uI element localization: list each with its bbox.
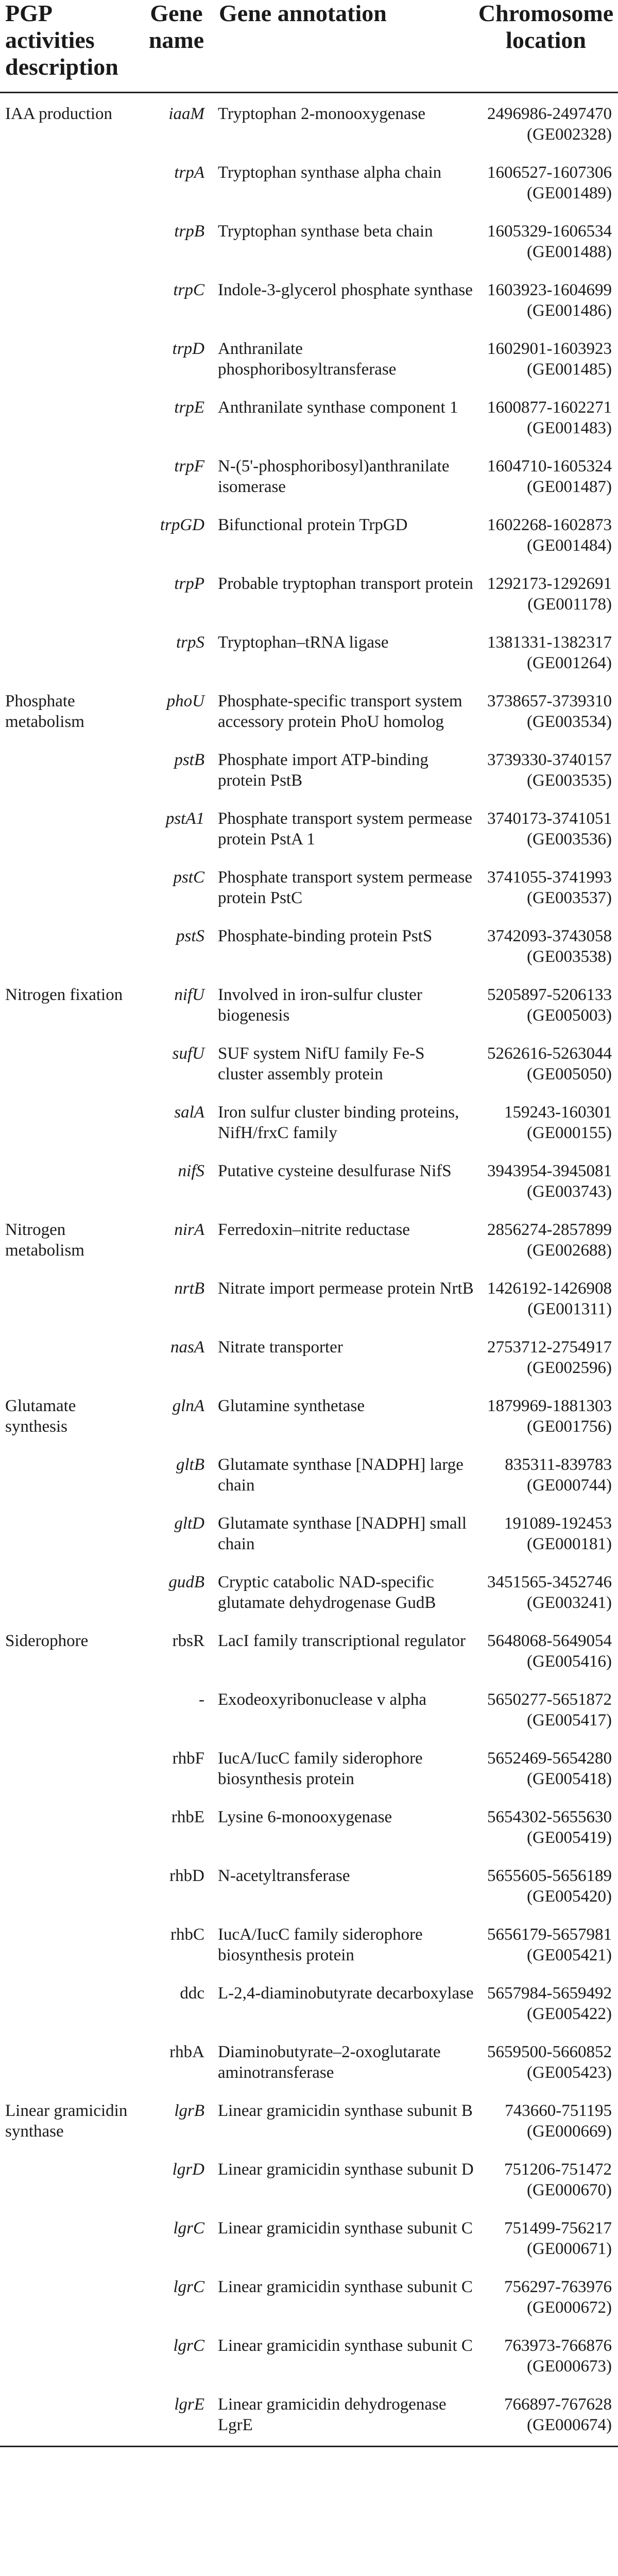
header-gene-name: Gene name [139, 0, 214, 93]
gene-annotation-cell: N-acetyltransferase [218, 1867, 350, 1885]
activity-cell [0, 2042, 139, 2083]
gene-name-cell: ddc [180, 1984, 204, 2003]
row-spacer [0, 1848, 618, 1866]
table-row [0, 2042, 618, 2083]
table-row [0, 1161, 618, 1202]
chromosome-location-cell: 1606527-1607306 (GE001489) [487, 163, 612, 202]
activity-cell [0, 1102, 139, 1143]
activity-cell [0, 515, 139, 556]
table-row [0, 456, 618, 497]
activity-cell: Siderophore [5, 1632, 89, 1650]
row-spacer-cell [0, 2377, 618, 2394]
gene-name-cell: rhbE [171, 1808, 204, 1826]
chromosome-location-cell: 763973-766876 (GE000673) [504, 2336, 612, 2376]
activity-cell [0, 926, 139, 967]
activity-cell [0, 1278, 139, 1319]
chromosome-location-cell: 3943954-3945081 (GE003743) [487, 1162, 612, 1201]
row-spacer [0, 1143, 618, 1161]
activity-cell [0, 1689, 139, 1731]
gene-name-cell: lgrD [172, 2160, 204, 2179]
row-spacer [0, 2142, 618, 2159]
gene-name-cell: phoU [166, 692, 204, 710]
gene-name-cell: rhbA [169, 2043, 204, 2061]
gene-annotation-cell: Tryptophan 2-monooxygenase [218, 105, 425, 123]
gene-annotation-cell: IucA/IucC family siderophore biosynthesis protein [218, 1749, 423, 1788]
row-spacer-cell [0, 1026, 618, 1043]
gene-name-cell: trpC [173, 281, 204, 299]
chromosome-location-cell: 1381331-1382317 (GE001264) [487, 633, 612, 672]
chromosome-location-cell: 5205897-5206133 (GE005003) [487, 986, 612, 1025]
gene-name-cell: nirA [174, 1221, 204, 1239]
activity-cell: Linear gramicidin synthase [5, 2102, 128, 2141]
gene-annotation-cell: Glutamine synthetase [218, 1397, 365, 1415]
row-spacer-cell [0, 2024, 618, 2042]
chromosome-location-cell: 1603923-1604699 (GE001486) [487, 281, 612, 320]
gene-annotation-cell: Tryptophan–tRNA ligase [218, 633, 389, 652]
gene-name-cell: rhbF [172, 1749, 204, 1768]
table-row [0, 2218, 618, 2259]
gene-name-cell: glnA [172, 1397, 204, 1415]
gene-annotation-cell: L-2,4-diaminobutyrate decarboxylase [218, 1984, 474, 2003]
gene-annotation-cell: Nitrate import permease protein NrtB [218, 1279, 474, 1298]
row-spacer-cell [0, 732, 618, 750]
activity-cell [0, 1043, 139, 1084]
row-spacer [0, 2083, 618, 2100]
row-spacer-cell [0, 2083, 618, 2100]
row-spacer [0, 1084, 618, 1102]
chromosome-location-cell: 1879969-1881303 (GE001756) [487, 1397, 612, 1436]
row-spacer-cell [0, 204, 618, 221]
table-row [0, 1631, 618, 1672]
chromosome-location-cell: 5652469-5654280 (GE005418) [487, 1749, 612, 1788]
activity-cell [0, 1513, 139, 1554]
chromosome-location-cell: 5657984-5659492 (GE005422) [487, 1984, 612, 2023]
activity-cell [0, 1748, 139, 1789]
chromosome-location-cell: 159243-160301 (GE000155) [504, 1103, 612, 1142]
chromosome-location-cell: 3742093-3743058 (GE003538) [487, 927, 612, 966]
row-spacer [0, 438, 618, 456]
activity-cell [0, 1337, 139, 1378]
activity-cell [0, 750, 139, 791]
gene-name-cell: trpA [174, 163, 204, 182]
table-row [0, 1748, 618, 1789]
gene-annotation-cell: Linear gramicidin synthase subunit C [218, 2336, 473, 2355]
row-spacer-cell [0, 1672, 618, 1689]
row-spacer-cell [0, 1613, 618, 1631]
activity-cell [0, 808, 139, 850]
gene-annotation-cell: Cryptic catabolic NAD-specific glutamate dehydrogenase GudB [218, 1573, 436, 1612]
row-spacer [0, 1496, 618, 1513]
row-spacer [0, 1026, 618, 1043]
gene-name-cell: trpB [174, 222, 204, 241]
gene-annotation-cell: Lysine 6-monooxygenase [218, 1808, 392, 1826]
chromosome-location-cell: 2753712-2754917 (GE002596) [487, 1338, 612, 1377]
table-row [0, 1807, 618, 1848]
table-row [0, 515, 618, 556]
header-gene-annotation: Gene annotation [214, 0, 474, 93]
activity-cell [0, 456, 139, 497]
row-spacer [0, 145, 618, 162]
table-row [0, 280, 618, 321]
row-spacer-cell [0, 2318, 618, 2335]
table-row [0, 1983, 618, 2024]
activity-cell [0, 2159, 139, 2200]
gene-annotation-cell: Anthranilate synthase component 1 [218, 398, 458, 417]
table-row [0, 1102, 618, 1143]
row-spacer-cell [0, 1554, 618, 1572]
row-spacer [0, 380, 618, 397]
table-row [0, 1924, 618, 1965]
gene-annotation-cell: Glutamate synthase [NADPH] small chain [218, 1514, 467, 1553]
chromosome-location-cell: 1604710-1605324 (GE001487) [487, 457, 612, 496]
table-row [0, 2277, 618, 2318]
table-row [0, 2335, 618, 2377]
chromosome-location-cell: 5659500-5660852 (GE005423) [487, 2043, 612, 2082]
gene-name-cell: lgrB [174, 2102, 204, 2120]
activity-cell [0, 573, 139, 615]
gene-name-cell: lgrC [173, 2219, 204, 2238]
activity-cell [0, 2218, 139, 2259]
gene-name-cell: nifU [174, 986, 204, 1004]
chromosome-location-cell: 751206-751472 (GE000670) [504, 2160, 612, 2199]
activity-cell [0, 1572, 139, 1613]
gene-name-cell: pstC [173, 868, 204, 887]
gene-name-cell: trpP [174, 574, 204, 593]
gene-annotation-cell: Nitrate transporter [218, 1338, 343, 1357]
chromosome-location-cell: 5648068-5649054 (GE005416) [487, 1632, 612, 1671]
table-body [0, 93, 618, 2447]
activity-cell [0, 1866, 139, 1907]
chromosome-location-cell: 1292173-1292691 (GE001178) [487, 574, 612, 614]
row-spacer [0, 2259, 618, 2277]
table-row [0, 397, 618, 438]
row-spacer-cell [0, 791, 618, 808]
table-row [0, 221, 618, 262]
row-spacer [0, 615, 618, 632]
row-spacer [0, 497, 618, 515]
row-spacer [0, 2200, 618, 2218]
table-row [0, 691, 618, 732]
row-spacer-cell [0, 2259, 618, 2277]
row-spacer-cell [0, 1437, 618, 1454]
row-spacer [0, 262, 618, 280]
activity-cell [0, 1983, 139, 2024]
row-spacer-cell [0, 145, 618, 162]
gene-name-cell: rbsR [172, 1632, 204, 1650]
table-row [0, 867, 618, 908]
gene-name-cell: trpGD [160, 516, 204, 534]
row-spacer [0, 2024, 618, 2042]
row-spacer-cell [0, 1143, 618, 1161]
activity-cell: Nitrogen fixation [5, 986, 123, 1004]
chromosome-location-cell: 1605329-1606534 (GE001488) [487, 222, 612, 261]
gene-annotation-cell: LacI family transcriptional regulator [218, 1632, 466, 1650]
row-spacer [0, 204, 618, 221]
gene-annotation-cell: Phosphate transport system permease protein PstC [218, 868, 472, 907]
row-spacer-cell [0, 1907, 618, 1924]
row-spacer-cell [0, 556, 618, 573]
activity-cell [0, 1807, 139, 1848]
gene-annotation-cell: Indole-3-glycerol phosphate synthase [218, 281, 473, 299]
activity-cell: Nitrogen metabolism [5, 1221, 84, 1260]
row-spacer-cell [0, 850, 618, 867]
row-spacer-cell [0, 1261, 618, 1278]
row-spacer [0, 321, 618, 338]
table-row [0, 985, 618, 1026]
gene-annotation-cell: Tryptophan synthase alpha chain [218, 163, 442, 182]
table-row [0, 808, 618, 850]
table-row [0, 1396, 618, 1437]
row-spacer [0, 1907, 618, 1924]
row-spacer [0, 556, 618, 573]
row-spacer-cell [0, 1848, 618, 1866]
row-spacer-cell [0, 1965, 618, 1983]
table-row [0, 1866, 618, 1907]
row-spacer-cell [0, 1084, 618, 1102]
table-row [0, 926, 618, 967]
row-spacer-cell [0, 1789, 618, 1807]
row-spacer [0, 1378, 618, 1396]
row-spacer [0, 1789, 618, 1807]
chromosome-location-cell: 1602268-1602873 (GE001484) [487, 516, 612, 555]
gene-annotation-cell: Linear gramicidin dehydrogenase LgrE [214, 2394, 474, 2447]
gene-name-cell: rhbC [170, 1925, 204, 1944]
gene-annotation-cell: Linear gramicidin synthase subunit C [218, 2219, 473, 2238]
chromosome-location-cell: 5262616-5263044 (GE005050) [487, 1044, 612, 1083]
gene-name-cell: sufU [172, 1044, 204, 1063]
row-spacer-cell [0, 2200, 618, 2218]
activity-cell [0, 221, 139, 262]
table-row [0, 2100, 618, 2142]
gene-name-cell: - [199, 1690, 204, 1709]
gene-annotation-cell: Linear gramicidin synthase subunit B [218, 2102, 473, 2120]
gene-name-cell: trpE [174, 398, 204, 417]
chromosome-location-cell: 3739330-3740157 (GE003535) [487, 751, 612, 790]
activity-cell [0, 2335, 139, 2377]
gene-annotation-cell: Phosphate-binding protein PstS [218, 927, 433, 945]
table-header [0, 0, 618, 93]
row-spacer [0, 1202, 618, 1219]
row-spacer [0, 850, 618, 867]
chromosome-location-cell: 1600877-1602271 (GE001483) [487, 398, 612, 437]
gene-name-cell: lgrE [139, 2394, 214, 2447]
row-spacer-cell [0, 497, 618, 515]
table-row [0, 1689, 618, 1731]
row-spacer [0, 673, 618, 691]
gene-name-cell: salA [174, 1103, 204, 1122]
gene-annotation-cell: Exodeoxyribonuclease v alpha [218, 1690, 427, 1709]
chromosome-location-cell: 751499-756217 (GE000671) [504, 2219, 612, 2258]
row-spacer [0, 1261, 618, 1278]
gene-annotation-cell: Involved in iron-sulfur cluster biogenesis [218, 986, 422, 1025]
row-spacer-cell [0, 1319, 618, 1337]
row-spacer-cell [0, 615, 618, 632]
gene-annotation-cell: Ferredoxin–nitrite reductase [218, 1221, 410, 1239]
row-spacer-cell [0, 380, 618, 397]
activity-cell [0, 2394, 139, 2447]
chromosome-location-cell: 5654302-5655630 (GE005419) [487, 1808, 612, 1847]
activity-cell: Glutamate synthesis [5, 1397, 76, 1436]
gene-annotation-cell: Bifunctional protein TrpGD [218, 516, 408, 534]
gene-annotation-cell: Phosphate import ATP-binding protein PstB [218, 751, 428, 790]
chromosome-location-cell: 191089-192453 (GE000181) [504, 1514, 612, 1553]
table-row [0, 2159, 618, 2200]
gene-annotation-cell: Probable tryptophan transport protein [218, 574, 473, 593]
chromosome-location-cell: 3451565-3452746 (GE003241) [487, 1573, 612, 1612]
table-row [0, 1043, 618, 1084]
row-spacer [0, 732, 618, 750]
activity-cell [0, 2277, 139, 2318]
gene-name-cell: pstB [174, 751, 204, 769]
gene-annotation-cell: Putative cysteine desulfurase NifS [218, 1162, 452, 1180]
row-spacer-cell [0, 1496, 618, 1513]
gene-name-cell: lgrC [173, 2278, 204, 2296]
header-activity: PGP activities description [0, 0, 139, 93]
chromosome-location-cell: 5655605-5656189 (GE005420) [487, 1867, 612, 1906]
chromosome-location-cell: 766897-767628 (GE000674) [474, 2394, 618, 2447]
gene-name-cell: gudB [168, 1573, 204, 1591]
activity-cell [0, 280, 139, 321]
table-row [0, 1337, 618, 1378]
gene-annotation-cell: Phosphate transport system permease protein PstA 1 [218, 809, 472, 849]
row-spacer-cell [0, 321, 618, 338]
chromosome-location-cell: 1426192-1426908 (GE001311) [487, 1279, 612, 1318]
chromosome-location-cell: 5650277-5651872 (GE005417) [487, 1690, 612, 1730]
row-spacer [0, 1437, 618, 1454]
gene-annotation-cell: N-(5'-phosphoribosyl)anthranilate isomerase [218, 457, 450, 496]
row-spacer-cell [0, 967, 618, 985]
gene-annotation-cell: Anthranilate phosphoribosyltransferase [218, 340, 397, 379]
gene-name-cell: trpD [172, 340, 204, 358]
table-row [0, 632, 618, 673]
row-spacer [0, 791, 618, 808]
activity-cell [0, 1161, 139, 1202]
chromosome-location-cell: 2496986-2497470 (GE002328) [487, 105, 612, 144]
gene-name-cell: gltD [174, 1514, 204, 1533]
gene-name-cell: nifS [178, 1162, 204, 1180]
row-spacer [0, 1965, 618, 1983]
gene-name-cell: nrtB [174, 1279, 204, 1298]
row-spacer [0, 2377, 618, 2394]
gene-name-cell: pstA1 [165, 809, 204, 828]
chromosome-location-cell: 3740173-3741051 (GE003536) [487, 809, 612, 849]
row-spacer-cell [0, 908, 618, 926]
row-spacer [0, 967, 618, 985]
activity-cell [0, 162, 139, 204]
table-row [0, 750, 618, 791]
table-row [0, 338, 618, 380]
table-row [0, 93, 618, 145]
gene-annotation-cell: Linear gramicidin synthase subunit D [218, 2160, 474, 2179]
chromosome-location-cell: 5656179-5657981 (GE005421) [487, 1925, 612, 1964]
gene-annotation-cell: SUF system NifU family Fe-S cluster assembly protein [218, 1044, 425, 1083]
table-row [0, 1454, 618, 1496]
table-row [0, 1513, 618, 1554]
gene-annotation-cell: Tryptophan synthase beta chain [218, 222, 433, 241]
gene-name-cell: gltB [176, 1455, 204, 1474]
chromosome-location-cell: 1602901-1603923 (GE001485) [487, 340, 612, 379]
header-chromosome-location: Chromosome location [474, 0, 618, 93]
gene-annotation-cell: Iron sulfur cluster binding proteins, NifH/frxC family [218, 1103, 459, 1142]
chromosome-location-cell: 3741055-3741993 (GE003537) [487, 868, 612, 907]
chromosome-location-cell: 743660-751195 (GE000669) [505, 2102, 612, 2141]
table-row [0, 2394, 618, 2447]
gene-annotation-cell: Diaminobutyrate–2-oxoglutarate aminotransferase [218, 2043, 441, 2082]
row-spacer-cell [0, 1378, 618, 1396]
row-spacer-cell [0, 2142, 618, 2159]
table-row [0, 1219, 618, 1261]
row-spacer-cell [0, 1202, 618, 1219]
gene-name-cell: pstS [176, 927, 204, 945]
activity-cell [0, 1924, 139, 1965]
gene-name-cell: lgrC [173, 2336, 204, 2355]
chromosome-location-cell: 756297-763976 (GE000672) [504, 2278, 612, 2317]
row-spacer [0, 1672, 618, 1689]
activity-cell [0, 1454, 139, 1496]
activity-cell [0, 632, 139, 673]
gene-name-cell: trpF [174, 457, 204, 476]
activity-cell: Phosphate metabolism [5, 692, 84, 731]
gene-annotation-cell: Linear gramicidin synthase subunit C [218, 2278, 473, 2296]
gene-annotation-cell: IucA/IucC family siderophore biosynthesis protein [218, 1925, 423, 1964]
gene-name-cell: nasA [170, 1338, 204, 1357]
row-spacer [0, 908, 618, 926]
gene-annotation-cell: Phosphate-specific transport system accessory protein PhoU homolog [218, 692, 462, 731]
row-spacer-cell [0, 673, 618, 691]
row-spacer-cell [0, 438, 618, 456]
chromosome-location-cell: 2856274-2857899 (GE002688) [487, 1221, 612, 1260]
gene-name-cell: trpS [176, 633, 204, 652]
activity-cell [0, 867, 139, 908]
gene-name-cell: iaaM [168, 105, 204, 123]
table-row [0, 1278, 618, 1319]
row-spacer-cell [0, 1731, 618, 1748]
activity-cell [0, 338, 139, 380]
row-spacer [0, 1319, 618, 1337]
gene-name-cell: rhbD [169, 1867, 204, 1885]
row-spacer [0, 2318, 618, 2335]
row-spacer [0, 1554, 618, 1572]
row-spacer-cell [0, 262, 618, 280]
gene-annotation-cell: Glutamate synthase [NADPH] large chain [218, 1455, 464, 1495]
chromosome-location-cell: 3738657-3739310 (GE003534) [487, 692, 612, 731]
row-spacer [0, 1613, 618, 1631]
table-row [0, 1572, 618, 1613]
activity-cell: IAA production [5, 105, 113, 123]
table-row [0, 573, 618, 615]
chromosome-location-cell: 835311-839783 (GE000744) [505, 1455, 612, 1495]
row-spacer [0, 1731, 618, 1748]
activity-cell [0, 397, 139, 438]
table-row [0, 162, 618, 204]
